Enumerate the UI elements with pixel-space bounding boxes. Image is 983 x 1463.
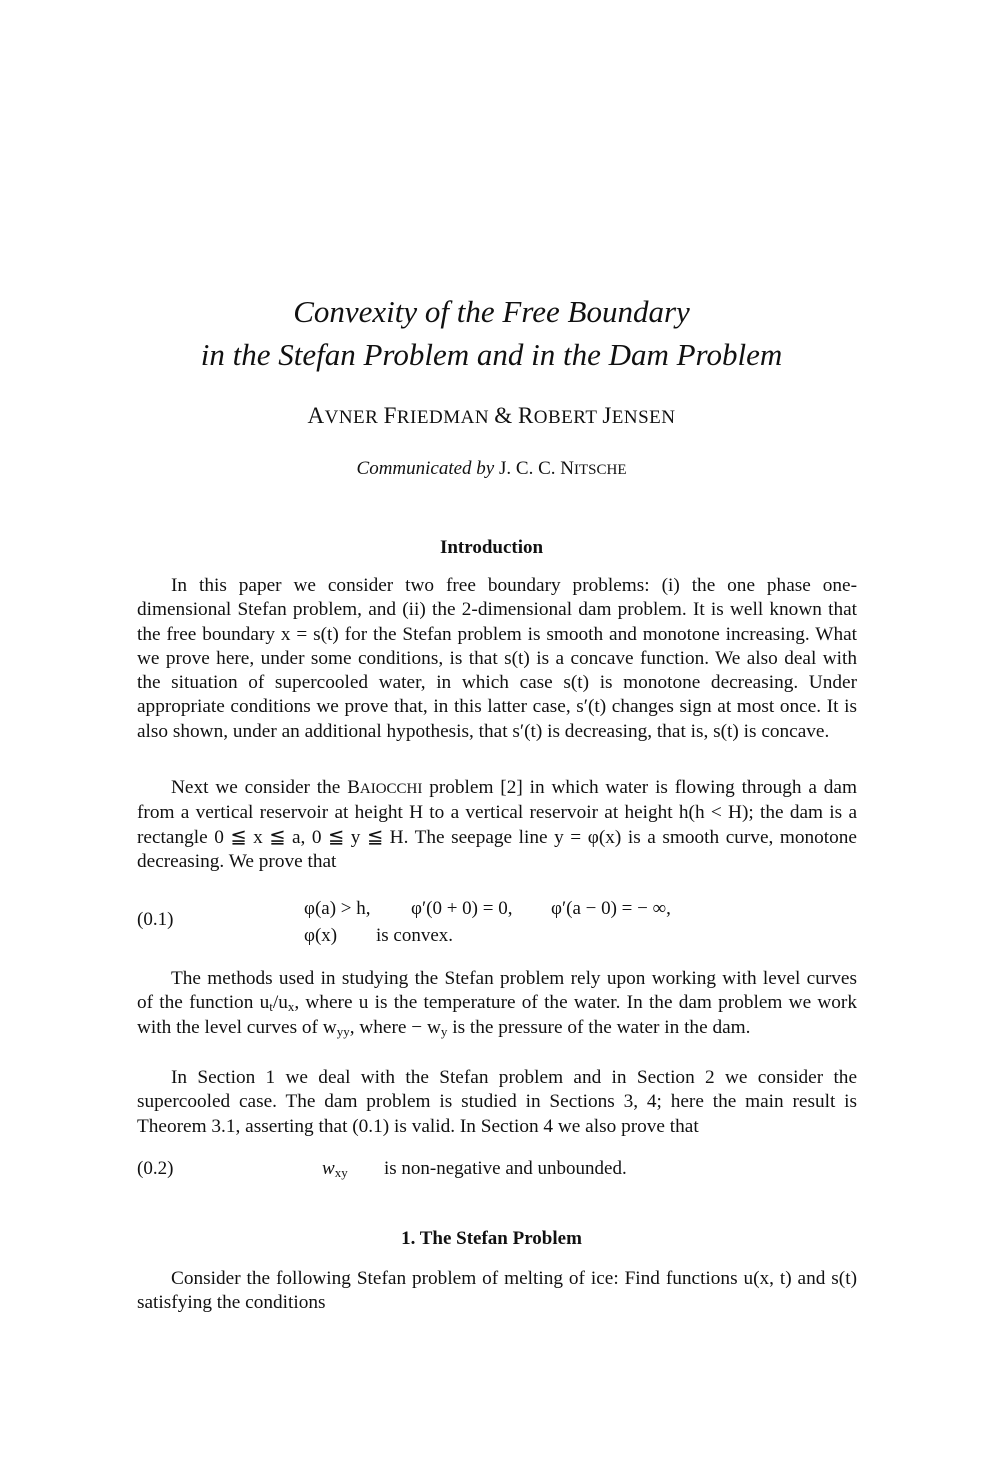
equation-0-1-term-1: φ(a) > h, — [304, 898, 371, 919]
communicated-prefix: Communicated by — [356, 458, 495, 479]
communicator-name: ITSCHE — [573, 462, 627, 478]
intro-paragraph-1-text: In this paper we consider two free boundary problems: (i) the one phase one-dimensional Stefan problem, and (ii) the 2-dimensional dam problem. It is well known that the free boundary x = s(t) for the Stefan problem is smooth and monotone increasing. What we prove here, under some conditions, is that s(t) is a concave function. We also deal with the situation of supercooled water, in which case s(t) is monotone decreasing. Under appropriate conditions we prove that, in this latter case, s′(t) changes sign at most once. It is also shown, under an additional hypothesis, that s′(t) is decreasing, that is, s(t) is concave. — [137, 575, 857, 742]
intro-p3-a: The methods used in studying the Stefan problem rely upon working with level curves of the function u — [137, 968, 857, 1014]
author1-last: RIEDMAN — [396, 407, 490, 428]
communicated-by — [0, 458, 983, 480]
intro-p3-e: is the pressure of the water in the dam. — [452, 1016, 751, 1038]
authors — [0, 403, 983, 429]
intro-p3-d: , where − w — [349, 1016, 441, 1038]
equation-0-1-term-5: is convex. — [376, 925, 454, 946]
equation-0-2-label: (0.2) — [137, 1158, 174, 1179]
author-ampersand: & — [494, 403, 513, 428]
author2-initial: R — [517, 403, 534, 428]
author2-last: ENSEN — [611, 407, 676, 428]
intro-p3-sub-x: x — [287, 999, 295, 1015]
equation-0-2-text: is non-negative and unbounded. — [384, 1158, 627, 1179]
intro-heading: Introduction — [439, 537, 544, 558]
intro-p3-b: /u — [272, 992, 288, 1014]
equation-0-1-term-3: φ′(a − 0) = − ∞, — [551, 898, 671, 919]
equation-0-2-var: w — [322, 1158, 335, 1179]
equation-0-2-term — [322, 1158, 348, 1180]
communicator-initials: J. C. C. — [499, 458, 556, 479]
author2-first: OBERT — [533, 407, 598, 428]
intro-paragraph-2 — [137, 776, 857, 874]
title-line-1: Convexity of the Free Boundary — [293, 294, 690, 329]
title-line-2: in the Stefan Problem and in the Dam Problem — [200, 337, 783, 372]
intro-p2-start: Next we consider the — [171, 777, 341, 798]
intro-paragraph-1 — [137, 574, 857, 744]
author1-last-initial: F — [383, 403, 397, 428]
author2-last-initial: J — [602, 403, 612, 428]
intro-paragraph-4 — [137, 1066, 857, 1139]
intro-p3-c: , where u is the temperature of the water. In the dam problem we work with the level curves of w — [137, 992, 857, 1038]
intro-paragraph-4-text: In Section 1 we deal with the Stefan problem and in Section 2 we consider the supercooled case. The dam problem is studied in Sections 3, 4; here the main result is Theorem 3.1, asserting that (0.1) is valid. In Section 4 we also prove that — [137, 1067, 857, 1137]
section-1-paragraph-1 — [137, 1267, 857, 1316]
equation-0-1-term-2: φ′(0 + 0) = 0, — [411, 898, 513, 919]
intro-p3-sub-t: t — [269, 999, 273, 1015]
intro-p2-end: problem [2] in which water is flowing through a dam from a vertical reservoir at height H to a vertical reservoir at height h(h < H); the dam is a rectangle 0 ≦ x ≦ a, 0 ≦ y ≦ H. The seepage line y = φ(x) is a smooth curve, monotone decreasing. We prove that — [137, 777, 857, 872]
section-1-paragraph-1-text: Consider the following Stefan problem of melting of ice: Find functions u(x, t) and s(t) satisfying the conditions — [137, 1268, 857, 1314]
baiocchi-name: AIOCCHI — [359, 781, 423, 797]
baiocchi-initial: B — [347, 777, 360, 798]
author1-first: VNER — [324, 407, 379, 428]
intro-p3-sub-yy: yy — [336, 1023, 350, 1039]
equation-0-1-label: (0.1) — [137, 909, 174, 930]
intro-paragraph-3 — [137, 967, 857, 1040]
equation-0-2-sub: xy — [334, 1165, 348, 1180]
section-1-heading: 1. The Stefan Problem — [401, 1228, 582, 1249]
intro-p3-sub-y: y — [440, 1023, 448, 1039]
communicator-name-initial: N — [560, 458, 574, 479]
author1-initial: A — [307, 403, 325, 428]
equation-0-1-term-4: φ(x) — [304, 925, 338, 946]
